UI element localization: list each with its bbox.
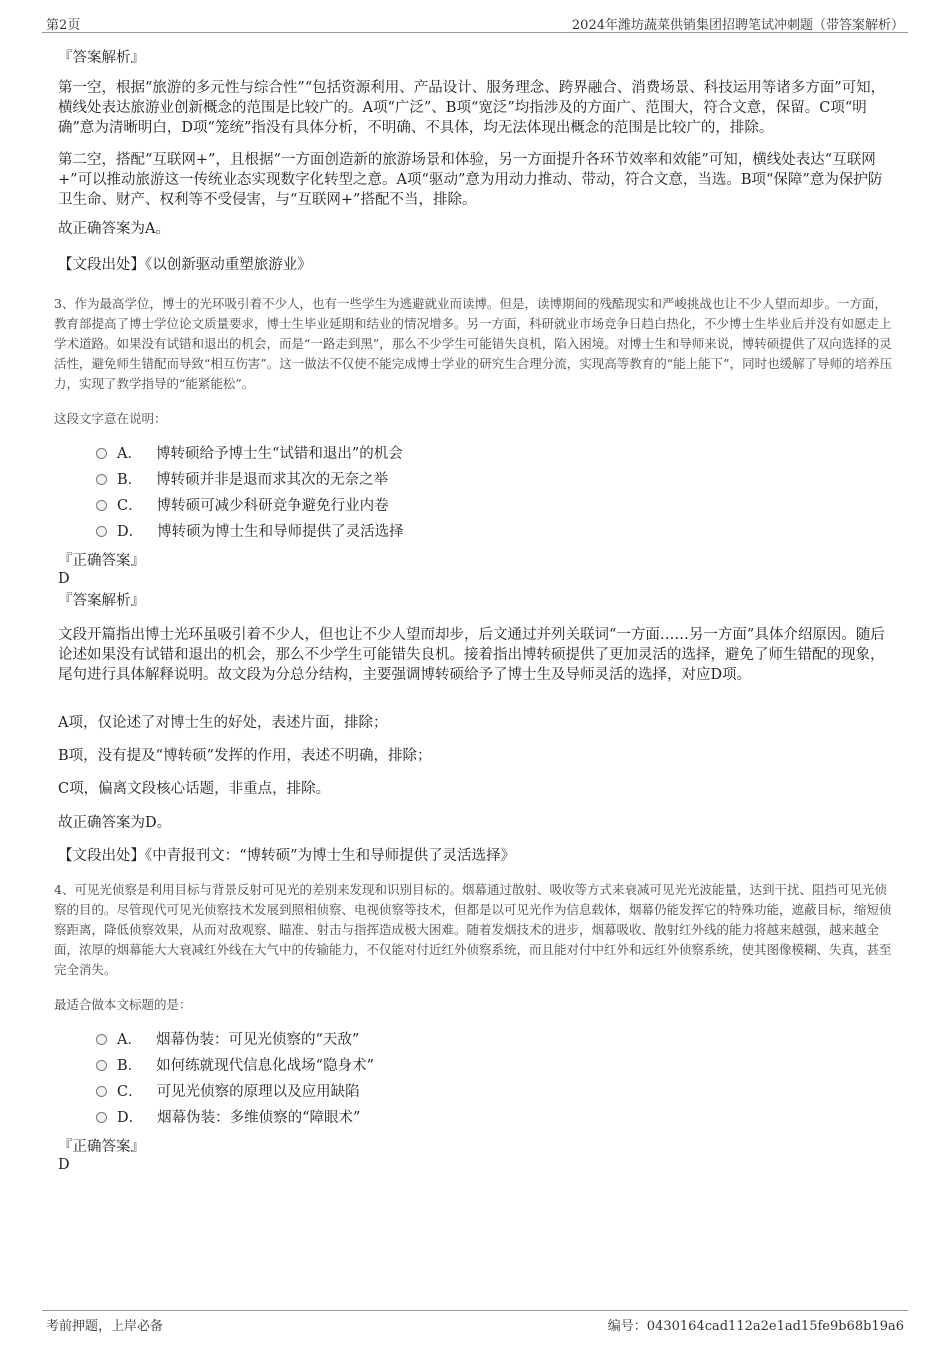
analysis-paragraph-1: 第一空，根据“旅游的多元性与综合性”“包括资源利用、产品设计、服务理念、跨界融合、消费场景、科技运用等诸多方面”可知，横线处表达旅游业创新概念的范围是比较广的。A项“广泛”、B项“宽泛”均指涉及的方面广、范围大，符合文意，保留。C项“明确”意为清晰明白，D项“笼统”指没有具体分析，不明确、不具体，均无法体现出概念的范围是比较广的，排除。 xyxy=(58,80,886,136)
option-text: 烟幕伪装：可见光侦察的“天敌” xyxy=(155,1032,360,1048)
radio-button-icon[interactable] xyxy=(96,448,107,459)
option-text: 烟幕伪装：多维侦察的“障眼术” xyxy=(157,1110,361,1126)
option-letter: A． xyxy=(117,446,142,462)
q3-option-d[interactable] xyxy=(96,522,404,542)
q3-analysis: 文段开篇指出博士光环虽吸引着不少人，但也让不少人望而却步，后文通过并列关联词“一方面……另一方面”具体介绍原因。随后论述如果没有试错和退出的机会，那么不少学生可能错失良机。接着指出博转硕提供了更加灵活的选择，避免了师生错配的现象，尾句进行具体解释说明。故文段为分总分结构，主要强调博转硕给予了博士生及导师灵活的选择，对应D项。 xyxy=(58,627,885,683)
page-header xyxy=(42,12,908,33)
correct-answer-label: 『正确答案』 xyxy=(58,1139,145,1155)
answer-conclusion: 故正确答案为D。 xyxy=(58,815,172,831)
analysis-label: 『答案解析』 xyxy=(58,593,145,609)
radio-button-icon[interactable] xyxy=(96,474,107,485)
option-letter: D． xyxy=(117,524,144,540)
option-text: 博转硕可减少科研竞争避免行业内卷 xyxy=(156,498,389,514)
option-letter: B． xyxy=(117,472,143,488)
radio-button-icon[interactable] xyxy=(96,1034,107,1045)
option-letter: A． xyxy=(117,1032,142,1048)
source-citation: 【文段出处】《中青报刊文：“博转硕”为博士生和导师提供了灵活选择》 xyxy=(58,848,516,864)
q4-option-d[interactable] xyxy=(96,1108,360,1128)
footer-slogan: 考前押题，上岸必备 xyxy=(46,1319,164,1334)
option-text: 博转硕并非是退而求其次的无奈之举 xyxy=(156,472,389,488)
option-text: 博转硕给予博士生“试错和退出”的机会 xyxy=(155,446,403,462)
option-text: 如何练就现代信息化战场“隐身术” xyxy=(156,1058,374,1074)
q3-option-b[interactable] xyxy=(96,470,388,490)
radio-button-icon[interactable] xyxy=(96,1060,107,1071)
option-letter: B． xyxy=(117,1058,143,1074)
correct-answer: D xyxy=(58,571,70,587)
option-letter: C． xyxy=(117,1084,143,1100)
q4-option-b[interactable] xyxy=(96,1056,374,1076)
q4-option-c[interactable] xyxy=(96,1082,360,1102)
radio-button-icon[interactable] xyxy=(96,1112,107,1123)
q3-note-a: A项，仅论述了对博士生的好处，表述片面，排除； xyxy=(58,715,388,731)
source-citation: 【文段出处】《以创新驱动重塑旅游业》 xyxy=(58,257,312,273)
document-title: 2024年潍坊蔬菜供销集团招聘笔试冲刺题（带答案解析） xyxy=(571,18,904,33)
q3-option-c[interactable] xyxy=(96,496,389,516)
option-text: 可见光侦察的原理以及应用缺陷 xyxy=(156,1084,360,1100)
question-4-prompt: 最适合做本文标题的是： xyxy=(54,997,192,1012)
analysis-label: 『答案解析』 xyxy=(58,50,145,66)
correct-answer-label: 『正确答案』 xyxy=(58,553,145,569)
document-id: 编号：0430164cad112a2e1ad15fe9b68b19a6 xyxy=(607,1319,904,1334)
radio-button-icon[interactable] xyxy=(96,526,107,537)
question-3-prompt: 这段文字意在说明： xyxy=(54,411,167,426)
q3-note-c: C项，偏离文段核心话题，非重点，排除。 xyxy=(58,781,331,797)
page-footer xyxy=(42,1310,908,1333)
correct-answer: D xyxy=(58,1157,70,1173)
option-letter: C． xyxy=(117,498,143,514)
option-letter: D． xyxy=(117,1110,144,1126)
page-number: 第2页 xyxy=(46,18,81,33)
radio-button-icon[interactable] xyxy=(96,500,107,511)
question-4-text: 4、可见光侦察是利用目标与背景反射可见光的差别来发现和识别目标的。烟幕通过散射、吸收等方式来衰减可见光光波能量，达到干扰、阻挡可见光侦察的目的。尽管现代可见光侦察技术发展到照相侦察、电视侦察等技术，但都是以可见光作为信息载体，烟幕仍能发挥它的特殊功能，遮蔽目标，缩短侦察距离，降低侦察效果，从而对敌观察、瞄准、射击与指挥造成极大困难。随着发烟技术的进步，烟幕吸收、散射红外线的能力将越来越强，越来越全面，浓厚的烟幕能大大衰减红外线在大气中的传输能力，不仅能对付近红外侦察系统，而且能对付中红外和远红外侦察系统，使其图像模糊、失真，甚至完全消失。 xyxy=(54,882,892,977)
question-3-text: 3、作为最高学位，博士的光环吸引着不少人，也有一些学生为逃避就业而读博。但是，读博期间的残酷现实和严峻挑战也让不少人望而却步。一方面，教育部提高了博士学位论文质量要求，博士生毕业延期和结业的情况增多。另一方面，科研就业市场竞争日趋白热化，不少博士生毕业后并没有如愿走上学术道路。如果没有试错和退出的机会，而是“一路走到黑”，那么不少学生可能错失良机，陷入困境。对博士生和导师来说，博转硕提供了双向选择的灵活性，避免师生错配而导致“相互伤害”。这一做法不仅使不能完成博士学业的研究生合理分流，实现高等教育的“能上能下”，同时也缓解了导师的培养压力，实现了教学指导的“能紧能松”。 xyxy=(54,296,893,391)
radio-button-icon[interactable] xyxy=(96,1086,107,1097)
answer-conclusion: 故正确答案为A。 xyxy=(58,221,170,237)
analysis-paragraph-2: 第二空，搭配“互联网+”，且根据“一方面创造新的旅游场景和体验，另一方面提升各环节效率和效能”可知，横线处表达“互联网+”可以推动旅游这一传统业态实现数字化转型之意。A项“驱动”意为用动力推动、带动，符合文意，当选。B项“保障”意为保护防卫生命、财产、权利等不受侵害，与“互联网+”搭配不当，排除。 xyxy=(58,152,883,208)
q4-option-a[interactable] xyxy=(96,1030,359,1050)
option-text: 博转硕为博士生和导师提供了灵活选择 xyxy=(157,524,404,540)
q3-note-b: B项，没有提及“博转硕”发挥的作用，表述不明确，排除； xyxy=(58,748,432,764)
q3-option-a[interactable] xyxy=(96,444,403,464)
